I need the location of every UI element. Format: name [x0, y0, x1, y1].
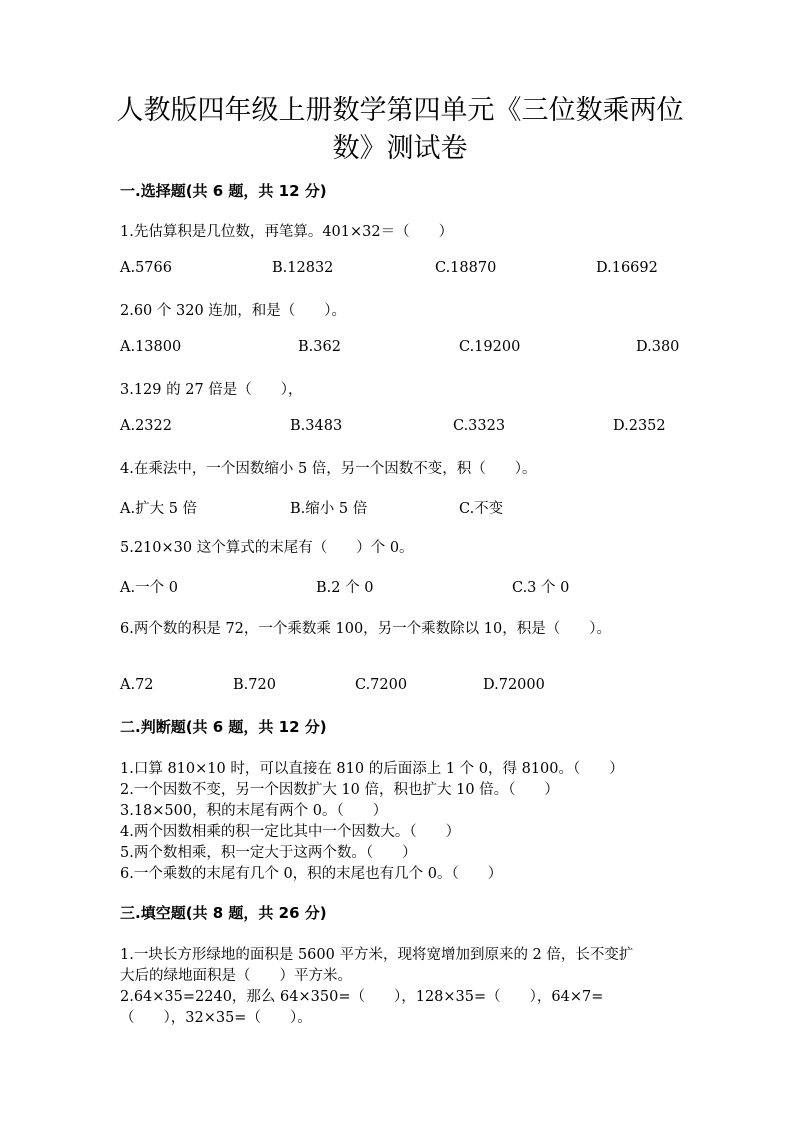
q2-option-b: B.362 [298, 339, 341, 355]
q5-option-b: B.2 个 0 [316, 580, 374, 596]
q4-option-c: C.不变 [459, 501, 504, 517]
section-heading-judgement: 二.判断题(共 6 题，共 12 分) [120, 718, 327, 736]
q2-option-d: D.380 [636, 339, 680, 355]
title-line-2: 数》测试卷 [332, 133, 468, 164]
q1-option-d: D.16692 [596, 260, 658, 276]
judgement-item-6: 6.一个乘数的末尾有几个 0，积的末尾也有几个 0。（ ） [120, 866, 503, 882]
judgement-item-3: 3.18×500，积的末尾有两个 0。（ ） [120, 803, 388, 819]
question-6: 6.两个数的积是 72，一个乘数乘 100，另一个乘数除以 10，积是（ ）。 [120, 621, 611, 637]
q1-option-b: B.12832 [272, 260, 334, 276]
q2-option-c: C.19200 [459, 339, 521, 355]
section-heading-choice: 一.选择题(共 6 题，共 12 分) [120, 182, 327, 200]
question-3: 3.129 的 27 倍是（ ）， [120, 382, 303, 398]
q1-option-a: A.5766 [120, 260, 172, 276]
fill-item-1-line-1: 1.一块长方形绿地的面积是 5600 平方米，现将宽增加到原来的 2 倍，长不变扩 [120, 947, 634, 963]
fill-item-2-line-2: （ ），32×35=（ ）。 [120, 1010, 312, 1026]
judgement-item-5: 5.两个数相乘，积一定大于这两个数。（ ） [120, 845, 417, 861]
section-heading-fill-in: 三.填空题(共 8 题，共 26 分) [120, 904, 327, 922]
question-1: 1.先估算积是几位数，再笔算。401×32＝（ ） [120, 224, 454, 240]
question-4: 4.在乘法中，一个因数缩小 5 倍，另一个因数不变，积（ ）。 [120, 461, 537, 477]
q4-option-a: A.扩大 5 倍 [120, 501, 198, 517]
judgement-item-4: 4.两个因数相乘的积一定比其中一个因数大。（ ） [120, 824, 461, 840]
q3-option-d: D.2352 [613, 418, 666, 434]
fill-item-1-line-2: 大后的绿地面积是（ ）平方米。 [120, 968, 352, 984]
q5-option-a: A.一个 0 [120, 580, 178, 596]
q1-option-c: C.18870 [435, 260, 497, 276]
question-2: 2.60 个 320 连加，和是（ ）。 [120, 303, 347, 319]
q3-option-c: C.3323 [453, 418, 506, 434]
judgement-item-2: 2.一个因数不变，另一个因数扩大 10 倍，积也扩大 10 倍。（ ） [120, 782, 559, 798]
q6-option-a: A.72 [120, 677, 154, 693]
q6-option-b: B.720 [233, 677, 276, 693]
q4-option-b: B.缩小 5 倍 [290, 501, 368, 517]
judgement-item-1: 1.口算 810×10 时，可以直接在 810 的后面添上 1 个 0，得 8100。（ ） [120, 761, 624, 777]
q6-option-d: D.72000 [483, 677, 545, 693]
page-title [100, 92, 700, 168]
q3-option-a: A.2322 [120, 418, 172, 434]
fill-item-2-line-1: 2.64×35=2240，那么 64×350=（ ），128×35=（ ），64×7= [120, 989, 604, 1005]
question-5: 5.210×30 这个算式的末尾有（ ）个 0。 [120, 540, 414, 556]
q6-option-c: C.7200 [355, 677, 408, 693]
q2-option-a: A.13800 [120, 339, 182, 355]
q5-option-c: C.3 个 0 [512, 580, 570, 596]
q3-option-b: B.3483 [290, 418, 343, 434]
title-line-1: 人教版四年级上册数学第四单元《三位数乘两位 [116, 95, 684, 126]
